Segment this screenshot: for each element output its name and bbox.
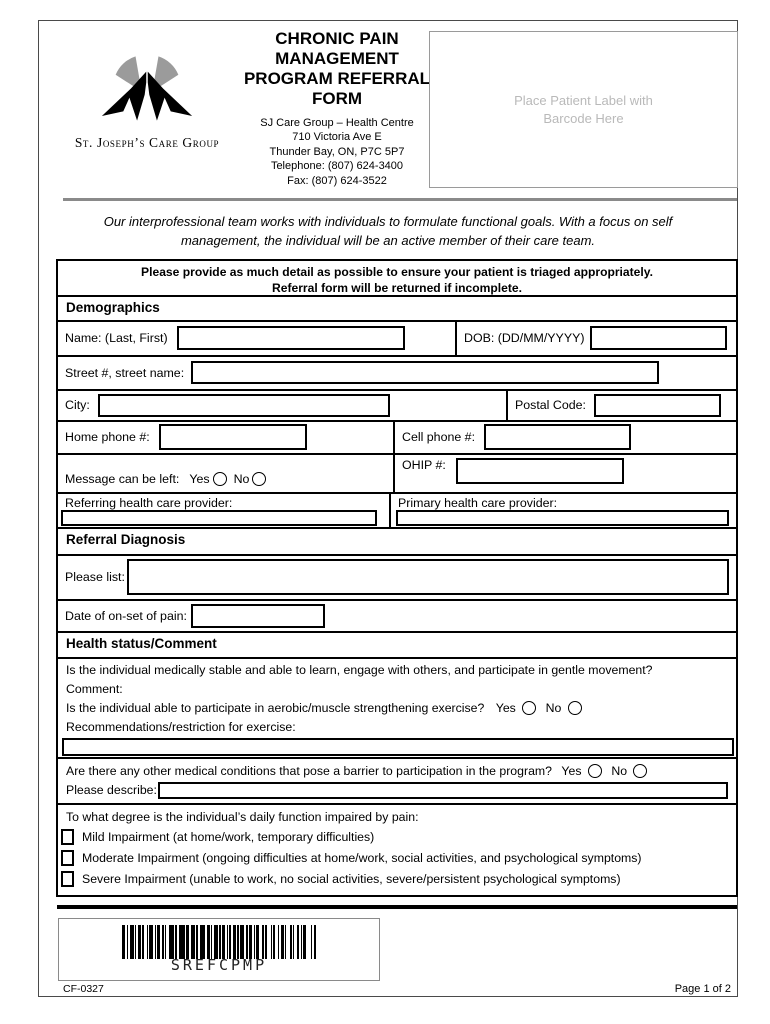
barcode-box xyxy=(58,918,380,981)
barrier-no-label: No xyxy=(611,763,628,778)
primary-provider-label: Primary health care provider: xyxy=(398,495,558,510)
onset-row xyxy=(58,601,736,633)
form-number: CF-0327 xyxy=(63,983,104,995)
please-describe-label: Please describe: xyxy=(66,782,157,797)
page-number: Page 1 of 2 xyxy=(674,983,731,995)
notice-row xyxy=(58,261,736,297)
patient-label-box xyxy=(429,31,738,188)
recommendations-label: Recommendations/restriction for exercise: xyxy=(66,719,296,734)
barrier-yes-label: Yes xyxy=(561,763,582,778)
question-barrier xyxy=(58,762,736,781)
ohip-input[interactable] xyxy=(456,458,624,484)
providers-row xyxy=(58,494,736,529)
cell-phone-input[interactable] xyxy=(484,424,631,450)
patient-label-text: Place Patient Label with xyxy=(514,92,653,108)
referring-provider-label: Referring health care provider: xyxy=(65,495,233,510)
notice-line: Referral form will be returned if incomplete. xyxy=(272,281,522,295)
postal-code-input[interactable] xyxy=(594,394,721,417)
address-line: Thunder Bay, ON, P7C 5P7 xyxy=(269,145,405,158)
intro-statement: Our interprofessional team works with individuals to formulate functional goals. With a focus on self management, the individual will be an active member of their care team. xyxy=(103,214,673,248)
title-line: FORM xyxy=(311,88,363,108)
message-yes-radio[interactable] xyxy=(213,472,227,486)
city-label: City: xyxy=(65,398,90,413)
recommendations-input[interactable] xyxy=(62,738,734,756)
message-yes-label: Yes xyxy=(189,471,210,486)
footer-divider xyxy=(57,905,737,909)
severe-impairment-checkbox[interactable] xyxy=(61,871,74,887)
question-degree: To what degree is the individual’s daily function impaired by pain: xyxy=(66,809,419,824)
logo-caption: St. Joseph’s Care Group xyxy=(74,135,220,150)
dob-label: DOB: (DD/MM/YYYY) xyxy=(464,331,585,346)
city-postal-row xyxy=(58,391,736,422)
section-health-status: Health status/Comment xyxy=(58,633,736,659)
barrier-no-radio[interactable] xyxy=(633,764,647,778)
home-phone-input[interactable] xyxy=(159,424,307,450)
form-title xyxy=(231,29,443,109)
message-no-radio[interactable] xyxy=(252,472,266,486)
question-medically-stable: Is the individual medically stable and able to learn, engage with others, and participate in gentle movement? xyxy=(66,662,653,677)
aerobic-yes-radio[interactable] xyxy=(522,701,536,715)
please-list-label: Please list: xyxy=(65,570,125,585)
home-phone-label: Home phone #: xyxy=(65,430,150,445)
ohip-label: OHIP #: xyxy=(402,457,446,472)
cell-phone-label: Cell phone #: xyxy=(402,430,476,445)
street-row xyxy=(58,357,736,391)
street-label: Street #, street name: xyxy=(65,365,185,380)
primary-provider-input[interactable] xyxy=(396,510,729,526)
barcode-text: SREFCPMP xyxy=(170,955,268,974)
address-line: 710 Victoria Ave E xyxy=(292,131,382,144)
impairment-block xyxy=(58,805,736,895)
barrier-block xyxy=(58,759,736,805)
question-barrier-text: Are there any other medical conditions that pose a barrier to participation in the program? xyxy=(66,763,552,778)
onset-date-input[interactable] xyxy=(191,604,325,628)
aerobic-no-label: No xyxy=(545,700,562,715)
address-line: SJ Care Group – Health Centre xyxy=(260,116,414,129)
severe-impairment-label: Severe Impairment (unable to work, no social activities, severe/persistent psychological symptoms) xyxy=(82,871,621,886)
please-describe-line xyxy=(58,781,736,800)
barcode-icon xyxy=(121,925,317,959)
address-block xyxy=(231,116,443,189)
name-label: Name: (Last, First) xyxy=(65,331,168,346)
health-status-block xyxy=(58,659,736,759)
message-no-label: No xyxy=(233,471,250,486)
address-line: Fax: (807) 624-3522 xyxy=(287,174,387,187)
comment-label: Comment: xyxy=(66,681,123,696)
impairment-option-severe xyxy=(58,869,736,890)
phones-row xyxy=(58,422,736,455)
moderate-impairment-label: Moderate Impairment (ongoing difficulties at home/work, social activities, and psychological symptoms) xyxy=(82,850,642,865)
section-demographics: Demographics xyxy=(58,297,736,322)
address-line: Telephone: (807) 624-3400 xyxy=(270,160,404,173)
title-line: PROGRAM REFERRAL xyxy=(243,68,431,88)
title-line: CHRONIC PAIN xyxy=(275,29,399,48)
name-dob-row xyxy=(58,322,736,357)
message-label: Message can be left: xyxy=(65,471,180,486)
section-referral-diagnosis: Referral Diagnosis xyxy=(58,529,736,556)
diagnosis-list-input[interactable] xyxy=(127,559,729,595)
aerobic-no-radio[interactable] xyxy=(568,701,582,715)
please-list-row xyxy=(58,556,736,601)
dob-input[interactable] xyxy=(590,326,727,350)
notice-line: Please provide as much detail as possible to ensure your patient is triaged appropriately. xyxy=(141,264,653,279)
moderate-impairment-checkbox[interactable] xyxy=(61,850,74,866)
name-input[interactable] xyxy=(177,326,405,350)
st-josephs-logo-icon xyxy=(82,51,212,129)
question-aerobic-text: Is the individual able to participate in aerobic/muscle strengthening exercise? xyxy=(66,700,485,715)
title-block xyxy=(231,29,443,188)
impairment-option-moderate xyxy=(58,848,736,869)
barrier-yes-radio[interactable] xyxy=(588,764,602,778)
impairment-option-mild xyxy=(58,827,736,848)
aerobic-yes-label: Yes xyxy=(495,700,516,715)
referral-form-table xyxy=(56,259,738,897)
header-divider xyxy=(63,198,737,201)
message-ohip-row xyxy=(58,455,736,494)
logo xyxy=(61,51,233,151)
referring-provider-input[interactable] xyxy=(61,510,377,526)
street-input[interactable] xyxy=(191,361,659,384)
postal-code-label: Postal Code: xyxy=(515,398,586,413)
form-page xyxy=(38,20,738,997)
describe-input[interactable] xyxy=(158,782,728,799)
mild-impairment-label: Mild Impairment (at home/work, temporary difficulties) xyxy=(82,829,375,844)
title-line: MANAGEMENT xyxy=(275,48,399,68)
onset-label: Date of on-set of pain: xyxy=(65,608,187,623)
city-input[interactable] xyxy=(98,394,390,417)
question-aerobic xyxy=(58,699,736,718)
header xyxy=(39,21,737,198)
patient-label-text: Barcode Here xyxy=(543,110,624,126)
mild-impairment-checkbox[interactable] xyxy=(61,829,74,845)
